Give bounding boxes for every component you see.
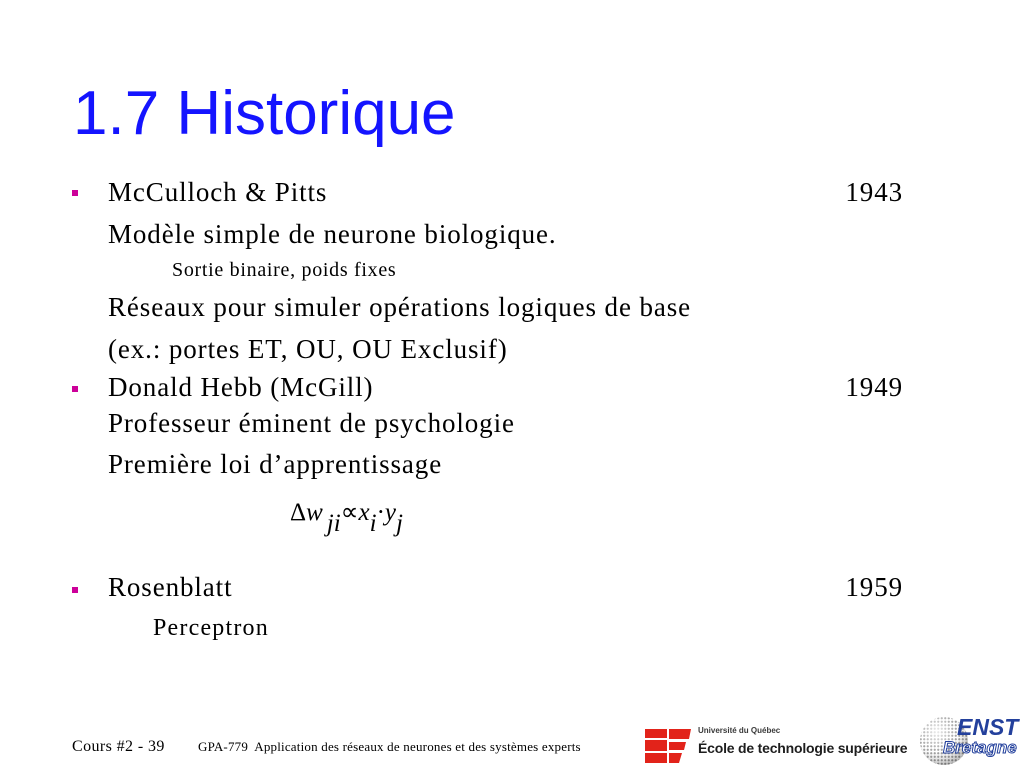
section-year-1949: 1949: [845, 372, 903, 402]
formula-x-subscript: i: [369, 510, 377, 537]
ets-school-name: École de technologie supérieure: [698, 740, 908, 756]
bullet-square-icon: [72, 587, 78, 593]
section-line: Réseaux pour simuler opérations logiques de base: [108, 292, 692, 322]
formula-dot: ·: [376, 499, 385, 526]
section-year-1943: 1943: [845, 177, 903, 207]
section-subline: Sortie binaire, poids fixes: [172, 259, 397, 281]
section-line: (ex.: portes ET, OU, OU Exclusif): [108, 334, 508, 364]
section-subline: Perceptron: [153, 615, 269, 641]
ets-logo-bars: [645, 729, 691, 763]
ets-logo-icon: [645, 726, 691, 766]
slide-number: Cours #2 - 39: [72, 738, 165, 755]
formula-w: w: [306, 499, 323, 526]
formula-x: x: [358, 499, 370, 526]
section-heading-rosenblatt: Rosenblatt: [108, 572, 233, 602]
formula-w-subscript: ji: [326, 510, 341, 537]
formula-proportional-symbol: ∝: [340, 499, 359, 526]
slide-title: 1.7 Historique: [73, 79, 456, 148]
formula-delta: Δ: [290, 499, 307, 526]
bullet-square-icon: [72, 190, 78, 196]
section-heading-mcculloch-pitts: McCulloch & Pitts: [108, 177, 328, 207]
ets-university-label: Université du Québec: [698, 726, 781, 735]
formula-y-subscript: j: [396, 510, 403, 537]
hebb-formula: [290, 499, 403, 537]
section-heading-donald-hebb: Donald Hebb (McGill): [108, 372, 374, 402]
section-line: Première loi d’apprentissage: [108, 449, 443, 479]
enst-logo-subtitle: Bretagne: [943, 738, 1017, 757]
section-line: Professeur éminent de psychologie: [108, 408, 515, 438]
bullet-square-icon: [72, 386, 78, 392]
enst-logo-name: ENST: [957, 714, 1019, 740]
section-line: Modèle simple de neurone biologique.: [108, 219, 557, 249]
course-title: GPA-779 Application des réseaux de neurones et des systèmes experts: [198, 739, 581, 754]
formula-y: y: [384, 499, 397, 526]
section-year-1959: 1959: [845, 572, 903, 602]
